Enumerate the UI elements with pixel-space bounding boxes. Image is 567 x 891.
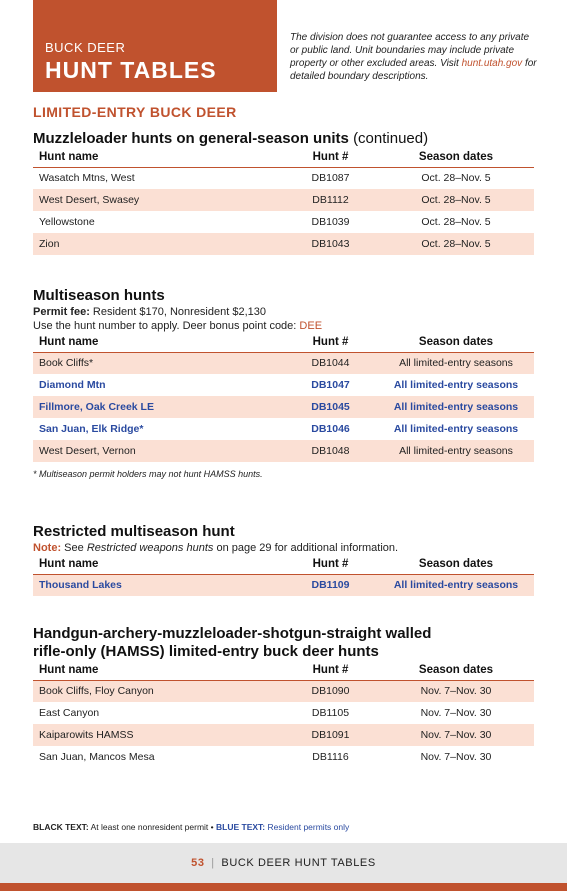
multiseason-footnote: * Multiseason permit holders may not hunt HAMSS hunts. [33,469,263,479]
restricted-title: Restricted multiseason hunt [33,523,235,540]
hamss-title: Handgun-archery-muzzleloader-shotgun-straight walled rifle-only (HAMSS) limited-entry buck deer hunts [33,625,432,660]
col-hunt-name: Hunt name [33,148,283,167]
table-row: Kaiparowits HAMSS DB1091 Nov. 7–Nov. 30 [33,724,534,746]
header-banner [33,0,277,92]
header-title: HUNT TABLES [45,57,217,83]
section-heading: LIMITED-ENTRY BUCK DEER [33,104,237,120]
table-row: Book Cliffs* DB1044 All limited-entry seasons [33,352,534,374]
bonus-point-code: Use the hunt number to apply. Deer bonus point code: DEE [33,320,323,332]
permit-fee: Permit fee: Resident $170, Nonresident $2,130 [33,306,266,318]
color-legend: BLACK TEXT: At least one nonresident permit • BLUE TEXT: Resident permits only [33,822,350,832]
table-row: San Juan, Mancos Mesa DB1116 Nov. 7–Nov. 30 [39,751,492,763]
page-footer: 53 | BUCK DEER HUNT TABLES [0,843,567,883]
table-row: Zion DB1043 Oct. 28–Nov. 5 [33,233,534,255]
hunt-utah-link[interactable]: hunt.utah.gov [461,58,523,69]
muzzleloader-title: Muzzleloader hunts on general-season units (continued) [33,130,429,147]
col-season-dates: Season dates [378,148,534,167]
table-row: Book Cliffs, Floy Canyon DB1090 Nov. 7–Nov. 30 [33,680,534,702]
multiseason-section [33,287,534,479]
hamss-section [33,625,534,768]
table-row: East Canyon DB1105 Nov. 7–Nov. 30 [39,707,492,719]
restricted-section [33,523,534,596]
header-kicker: BUCK DEER [45,40,126,55]
muzzleloader-table [33,148,534,255]
page-number: 53 [191,857,205,869]
table-row: Yellowstone DB1039 Oct. 28–Nov. 5 [39,216,491,228]
multiseason-table: Hunt name Hunt # Season dates Book Cliffs* DB1044 All limited-entry seasons Diamond Mtn DB1047 All limited-entry seasons Fillmore, Oak Creek LE DB1045 All limited-entry seasons San Juan, Elk Ridge* DB1046 All limited-entry seasons West Desert, Vernon DB1048 All limited-entry seasons [33,333,534,462]
multiseason-title: Multiseason hunts [33,287,165,304]
table-row: Wasatch Mtns, West DB1087 Oct. 28–Nov. 5 [39,172,491,185]
table-row: San Juan, Elk Ridge* DB1046 All limited-entry seasons [39,423,519,435]
restricted-table: Hunt name Hunt # Season dates Thousand Lakes DB1109 All limited-entry seasons [33,555,534,596]
table-row: West Desert, Swasey DB1112 Oct. 28–Nov. 5 [33,189,534,211]
access-disclaimer: The division does not guarantee access to any private or public land. Unit boundaries may include private property or other excluded areas. Visit hunt.utah.gov for detailed boundary descriptions. [290,32,537,82]
table-row: West Desert, Vernon DB1048 All limited-entry seasons [33,440,534,462]
table-row: Diamond Mtn DB1047 All limited-entry seasons [39,379,519,391]
hamss-table: Hunt name Hunt # Season dates Book Cliffs, Floy Canyon DB1090 Nov. 7–Nov. 30 East Canyon DB1105 Nov. 7–Nov. 30 Kaiparowits HAMSS DB1091 Nov. 7–Nov. 30 San Juan, Mancos Mesa DB1116 Nov. 7–Nov. 30 [33,661,534,768]
col-hunt-number: Hunt # [283,148,378,167]
table-row: Thousand Lakes DB1109 All limited-entry seasons [33,574,534,596]
bottom-accent-bar [0,883,567,891]
footer-label: BUCK DEER HUNT TABLES [221,857,376,869]
table-row: Fillmore, Oak Creek LE DB1045 All limited-entry seasons [33,396,534,418]
restricted-note: Note: See Restricted weapons hunts on page 29 for additional information. [33,542,399,554]
muzzleloader-section [33,130,534,255]
